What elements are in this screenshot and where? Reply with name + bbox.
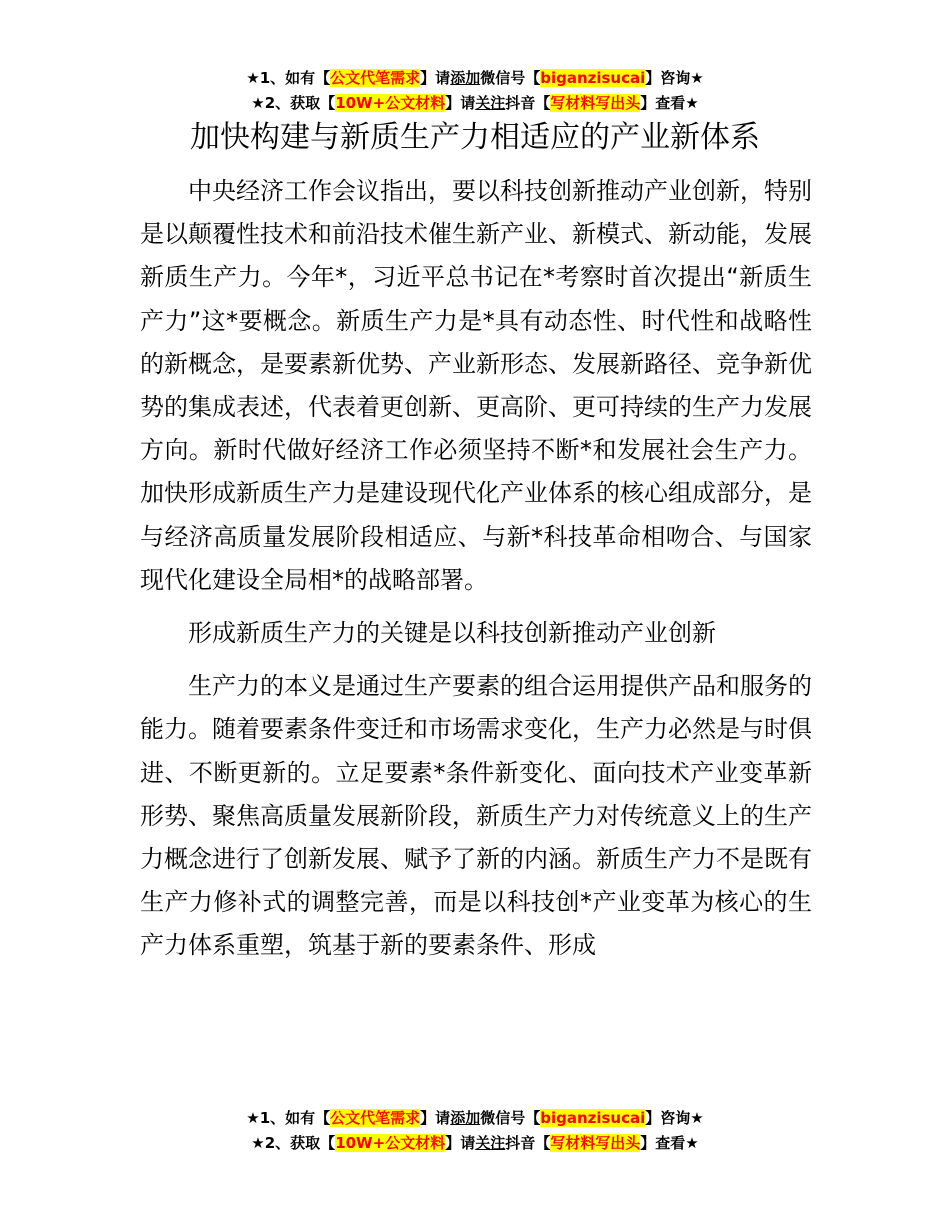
banner-line-1: [0, 1106, 950, 1131]
banner-text: ★1、如有【: [246, 69, 331, 87]
document-title: 加快构建与新质生产力相适应的产业新体系: [190, 120, 760, 155]
banner-highlight: 写材料写出头: [550, 1134, 641, 1152]
banner-text: 】请: [445, 1134, 476, 1152]
document-body: [140, 170, 812, 978]
banner-text: ★1、如有【: [246, 1109, 331, 1127]
banner-line-1: [0, 66, 950, 91]
banner-line-2: [0, 91, 950, 116]
banner-text: 】请: [420, 1109, 451, 1127]
banner-text: 】请: [445, 94, 476, 112]
banner-underline: 添加: [450, 1109, 481, 1127]
banner-highlight: biganzisucai: [540, 1109, 646, 1127]
banner-text: 】咨询★: [645, 1109, 704, 1127]
banner-text: 】查看★: [640, 94, 699, 112]
banner-text: 微信号【: [480, 1109, 541, 1127]
banner-highlight: 10W+公文材料: [335, 1134, 446, 1152]
banner-highlight: 10W+公文材料: [335, 94, 446, 112]
banner-highlight: 写材料写出头: [550, 94, 641, 112]
banner-underline: 关注: [475, 1134, 506, 1152]
banner-text: ★2、获取【: [251, 94, 336, 112]
banner-line-2: [0, 1131, 950, 1156]
paragraph: 生产力的本义是通过生产要素的组合运用提供产品和服务的能力。随着要素条件变迁和市场需求变化，生产力必然是与时俱进、不断更新的。立足要素*条件新变化、面向技术产业变革新形势、聚焦高质量发展新阶段，新质生产力对传统意义上的生产力概念进行了创新发展、赋予了新的内涵。新质生产力不是既有生产力修补式的调整完善，而是以科技创*产业变革为核心的生产力体系重塑，筑基于新的要素条件、形成: [140, 672, 812, 960]
banner-underline: 添加: [450, 69, 481, 87]
banner-text: ★2、获取【: [251, 1134, 336, 1152]
header-banner: [0, 66, 950, 116]
banner-text: 抖音【: [505, 1134, 551, 1152]
banner-highlight: 公文代笔需求: [330, 69, 421, 87]
footer-banner: [0, 1106, 950, 1156]
banner-text: 】请: [420, 69, 451, 87]
banner-text: 抖音【: [505, 94, 551, 112]
banner-highlight: biganzisucai: [540, 69, 646, 87]
banner-underline: 关注: [475, 94, 506, 112]
banner-highlight: 公文代笔需求: [330, 1109, 421, 1127]
banner-text: 微信号【: [480, 69, 541, 87]
paragraph: 中央经济工作会议指出，要以科技创新推动产业创新，特别是以颠覆性技术和前沿技术催生新产业、新模式、新动能，发展新质生产力。今年*，习近平总书记在*考察时首次提出“新质生产力”这*要概念。新质生产力是*具有动态性、时代性和战略性的新概念，是要素新优势、产业新形态、发展新路径、竞争新优势的集成表述，代表着更创新、更高阶、更可持续的生产力发展方向。新时代做好经济工作必须坚持不断*和发展社会生产力。加快形成新质生产力是建设现代化产业体系的核心组成部分，是与经济高质量发展阶段相适应、与新*科技革命相吻合、与国家现代化建设全局相*的战略部署。: [140, 177, 812, 594]
section-heading: 形成新质生产力的关键是以科技创新推动产业创新: [188, 619, 716, 648]
banner-text: 】查看★: [640, 1134, 699, 1152]
banner-text: 】咨询★: [645, 69, 704, 87]
